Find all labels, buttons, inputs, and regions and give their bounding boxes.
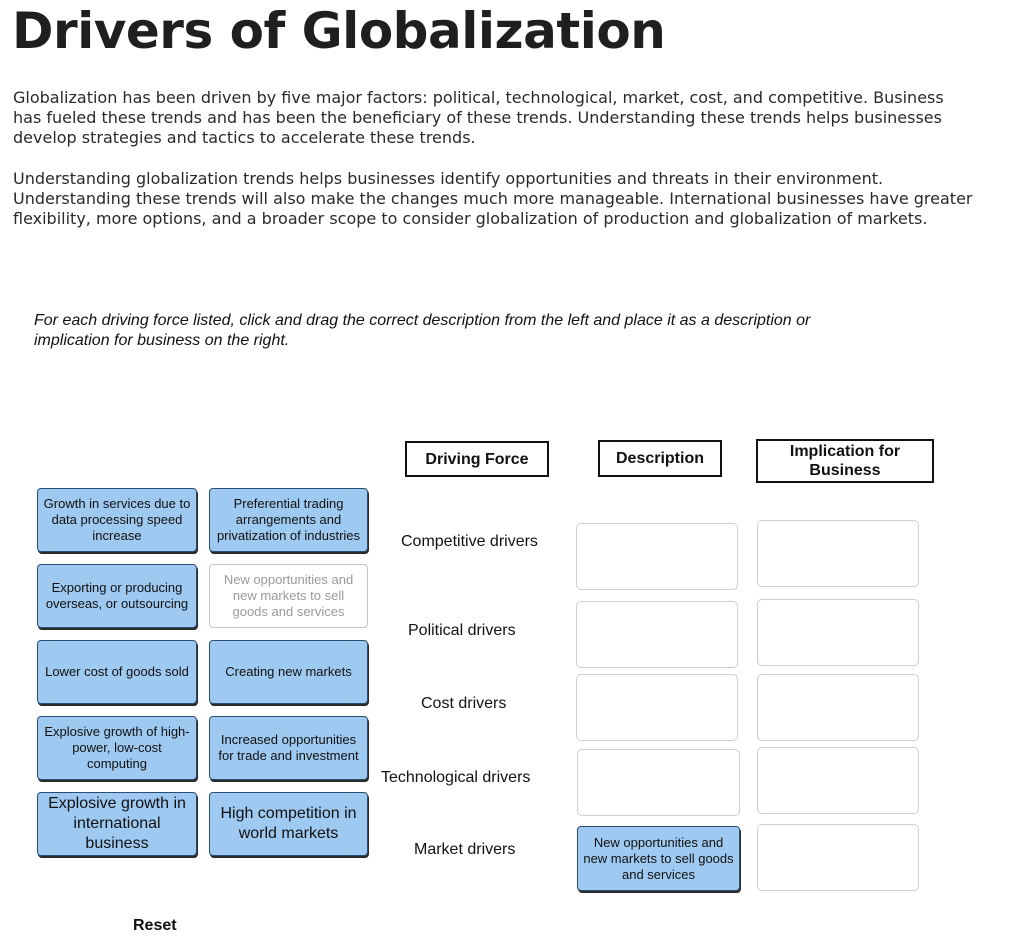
force-competitive: Competitive drivers — [401, 533, 538, 550]
instructions: For each driving force listed, click and drag the correct description from the left and place it as a description or implication for business on the right. — [34, 312, 811, 349]
header-implication: Implication for Business — [756, 439, 934, 483]
drop-zone-description-technological[interactable] — [577, 749, 740, 816]
force-technological: Technological drivers — [381, 769, 531, 786]
intro-paragraph-1: Globalization has been driven by five major factors: political, technological, market, cost, and competitive. Business has fueled these trends and has been the beneficiary of these trends. Understanding these trends helps businesses develop strategies and tactics to accelerate these trends. — [13, 88, 944, 147]
drop-zone-description-competitive[interactable] — [576, 523, 738, 590]
drop-zone-description-political[interactable] — [576, 601, 738, 668]
drop-zone-implication-competitive[interactable] — [757, 520, 919, 587]
drag-card[interactable]: Increased opportunities for trade and investment — [209, 716, 368, 780]
drag-card[interactable]: Preferential trading arrangements and privatization of industries — [209, 488, 368, 552]
drop-zone-implication-technological[interactable] — [757, 747, 919, 814]
force-cost: Cost drivers — [421, 695, 507, 712]
page-title: Drivers of Globalization — [12, 2, 666, 60]
header-driving-force: Driving Force — [405, 441, 549, 477]
header-description: Description — [598, 440, 722, 477]
drop-zone-implication-cost[interactable] — [757, 674, 919, 741]
intro-paragraph-2: Understanding globalization trends helps businesses identify opportunities and threats in their environment. Understanding these trends will also make the changes much more manageable. International businesses have greater flexibility, more options, and a broader scope to consider globalization of production and globalization of markets. — [13, 169, 973, 228]
force-political: Political drivers — [408, 622, 516, 639]
drag-card[interactable]: Growth in services due to data processing speed increase — [37, 488, 197, 552]
drop-zone-description-market[interactable] — [576, 825, 738, 891]
drag-card[interactable]: Creating new markets — [209, 640, 368, 704]
drag-card-placeholder: New opportunities and new markets to sell goods and services — [209, 564, 368, 628]
drop-zone-description-cost[interactable] — [576, 674, 738, 741]
reset-button[interactable]: Reset — [133, 917, 177, 934]
drag-card[interactable]: Exporting or producing overseas, or outsourcing — [37, 564, 197, 628]
drop-zone-implication-political[interactable] — [757, 599, 919, 666]
drop-zone-implication-market[interactable] — [757, 824, 919, 891]
drag-card[interactable]: High competition in world markets — [209, 792, 368, 856]
drag-card[interactable]: Lower cost of goods sold — [37, 640, 197, 704]
drag-card[interactable]: Explosive growth of high-power, low-cost computing — [37, 716, 197, 780]
placed-card[interactable]: New opportunities and new markets to sell goods and services — [577, 826, 740, 891]
force-market: Market drivers — [414, 841, 516, 858]
drag-card[interactable]: Explosive growth in international business — [37, 792, 197, 856]
